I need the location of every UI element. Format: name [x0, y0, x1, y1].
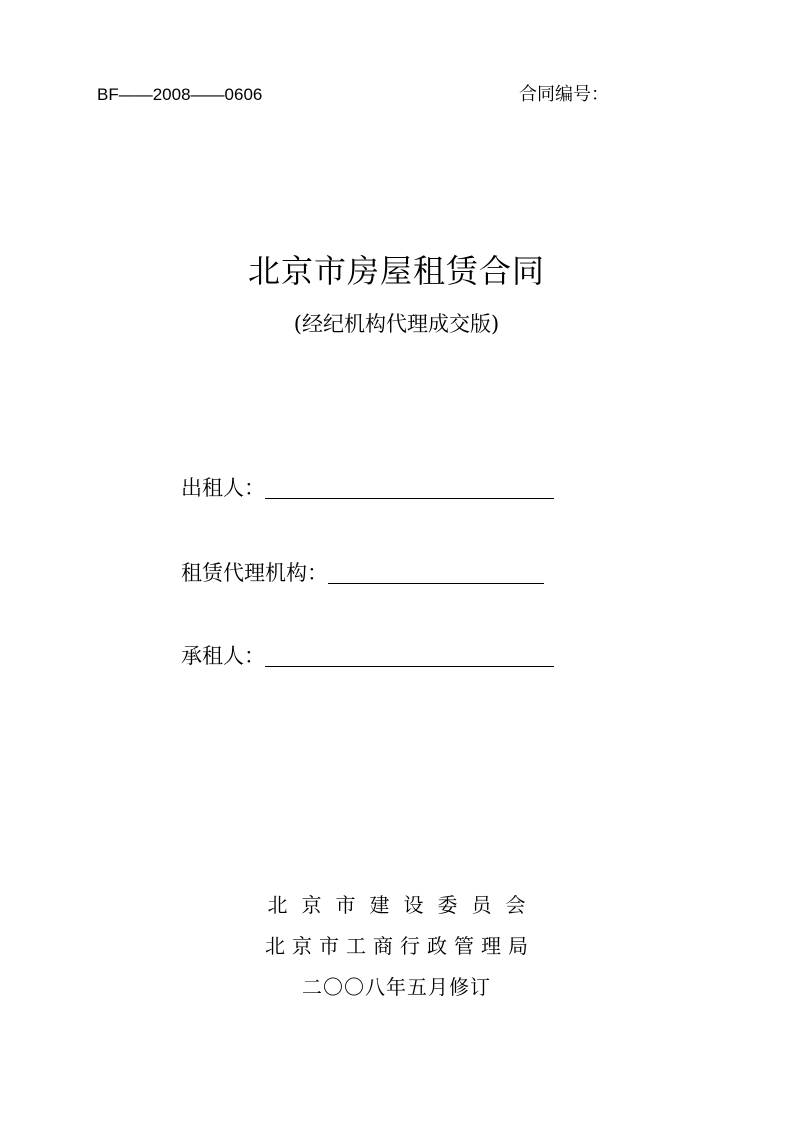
- lessee-row: [181, 636, 554, 670]
- document-title: 北京市房屋租赁合同: [247, 252, 545, 290]
- contract-number-label: 合同编号：: [519, 84, 609, 105]
- document-code: BF——2008——0606: [97, 85, 263, 104]
- lessor-label: 出租人：: [181, 476, 265, 500]
- revision-date: 二〇〇八年五月修订: [302, 975, 491, 999]
- issuer-construction-committee: 北京市建设委员会: [267, 893, 540, 917]
- agent-label: 租赁代理机构：: [181, 561, 328, 585]
- issuer-industry-commerce-bureau: 北京市工商行政管理局: [265, 934, 535, 958]
- lessor-fill-line[interactable]: [265, 498, 554, 499]
- document-subtitle: (经纪机构代理成交版): [293, 312, 500, 336]
- lessee-label: 承租人：: [181, 644, 265, 668]
- agent-fill-line[interactable]: [328, 583, 544, 584]
- lessor-row: [181, 468, 554, 502]
- lessee-fill-line[interactable]: [265, 666, 554, 667]
- agent-row: [181, 553, 544, 587]
